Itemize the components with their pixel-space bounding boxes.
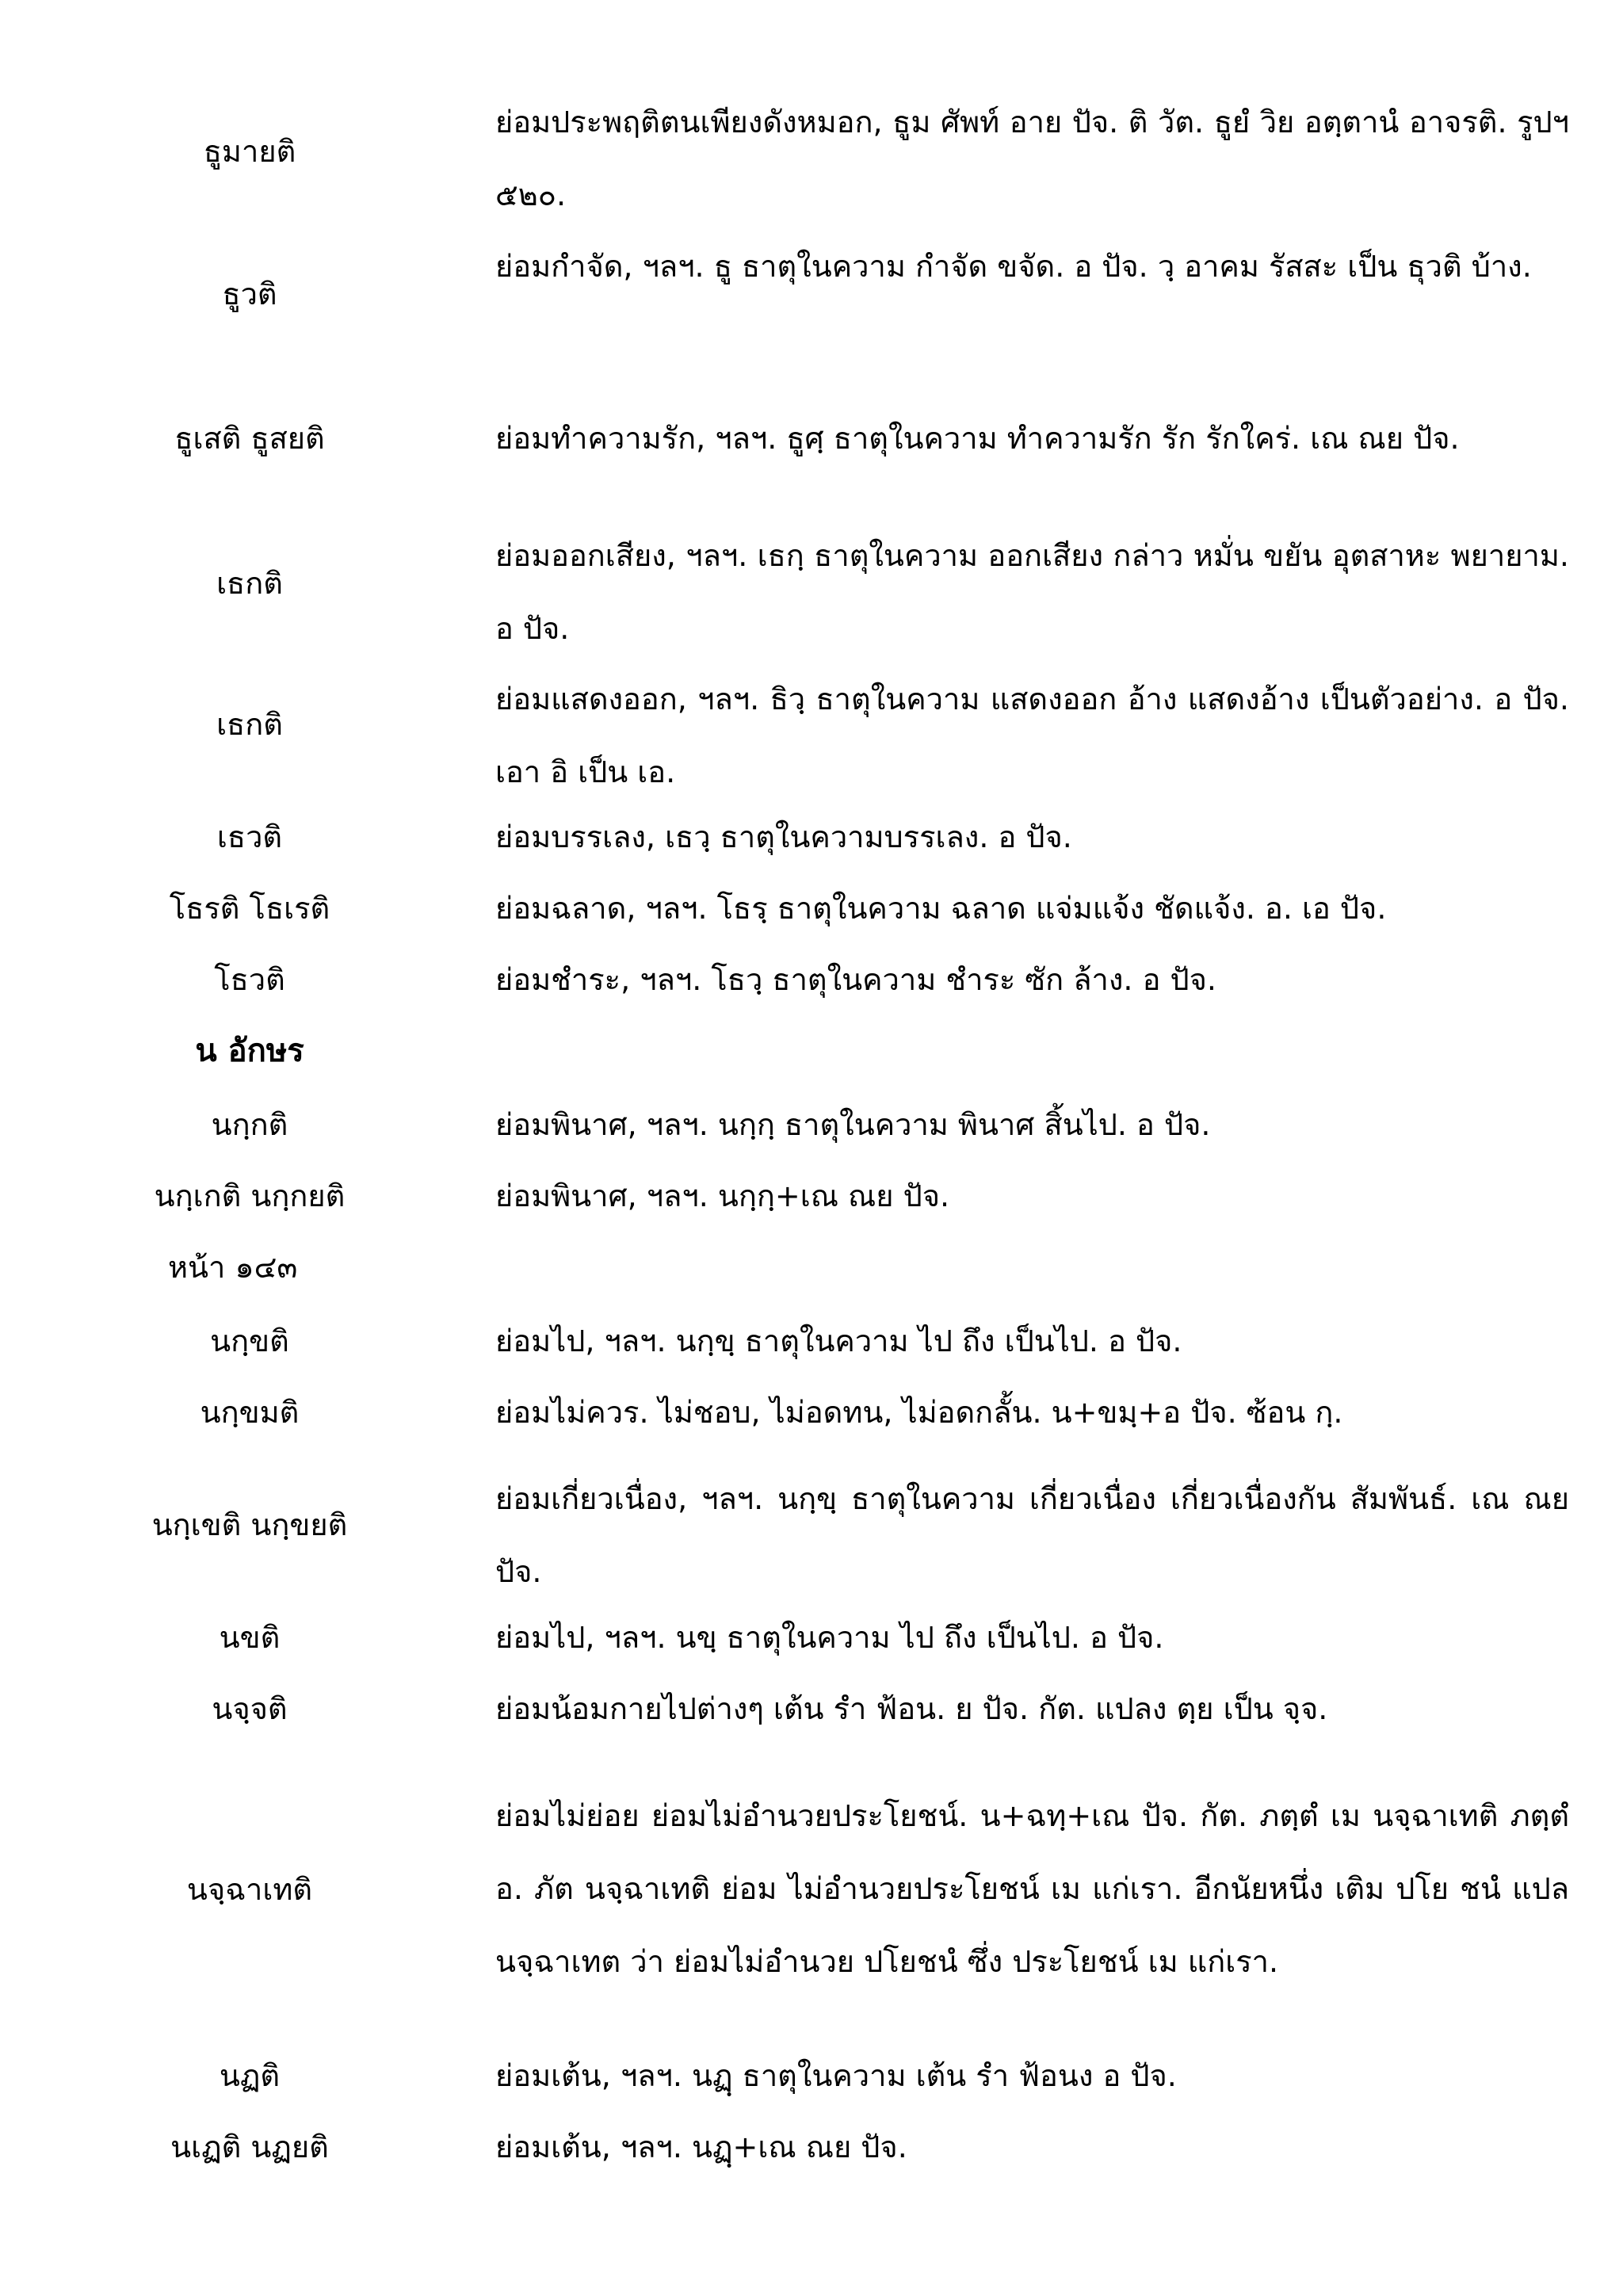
entry-definition: ย่อมไป, ฯลฯ. นกฺขฺ ธาตุในความ ไป ถึง เป็นไป. อ ปัจ. (495, 1324, 1182, 1358)
entry-term: นเฏติ นฏยติ (170, 2130, 329, 2164)
entry-definition: ย่อมเกี่ยวเนื่อง, ฯลฯ. นกฺขฺ ธาตุในความ เกี่ยวเนื่อง เกี่ยวเนื่องกัน สัมพันธ์. เณ ณย ปัจ. (495, 1481, 1569, 1589)
entry-term: เธกติ (216, 707, 283, 742)
entry-term: นกฺเกติ นกฺกยติ (154, 1179, 346, 1213)
section-heading: น อักษร (195, 1032, 304, 1069)
entry-term: นจฺฉาเทติ (186, 1872, 313, 1907)
entry-definition: ย่อมทำความรัก, ฯลฯ. ธูศฺ ธาตุในความ ทำความรัก รัก รักใคร่. เณ ณย ปัจ. (495, 421, 1460, 456)
entry-term: เธวติ (216, 819, 283, 854)
entry-term: นจฺจติ (212, 1691, 288, 1726)
entry-term: นกฺเขติ นกฺขยติ (151, 1507, 348, 1542)
entry-definition: ย่อมพินาศ, ฯลฯ. นกฺกฺ+เณ ณย ปัจ. (495, 1179, 950, 1213)
entry-term: นกฺกติ (211, 1107, 288, 1142)
entry-definition: ย่อมพินาศ, ฯลฯ. นกฺกฺ ธาตุในความ พินาศ สิ้นไป. อ ปัจ. (495, 1107, 1211, 1142)
entry-definition: ย่อมกำจัด, ฯลฯ. ธู ธาตุในความ กำจัด ขจัด. อ ปัจ. วฺ อาคม รัสสะ เป็น ธุวติ บ้าง. (495, 249, 1532, 284)
entry-term: โธรติ โธเรติ (169, 891, 330, 926)
entry-definition: ย่อมเต้น, ฯลฯ. นฏฺ ธาตุในความ เต้น รำ ฟ้อนง อ ปัจ. (495, 2058, 1177, 2093)
entry-definition: ย่อมประพฤติตนเพียงดังหมอก, ธูม ศัพท์ อาย ปัจ. ติ วัต. ธูยํ วิย อตฺตานํ อาจรติ. รูปฯ ๕๒๐. (495, 105, 1569, 212)
entry-term: ธูมายติ (203, 134, 296, 169)
entry-term: นขติ (219, 1620, 281, 1655)
entry-term: เธกติ (216, 566, 283, 601)
entry-definition: ย่อมชำระ, ฯลฯ. โธวฺ ธาตุในความ ชำระ ซัก ล้าง. อ ปัจ. (495, 962, 1216, 997)
entry-definition: ย่อมไป, ฯลฯ. นขฺ ธาตุในความ ไป ถึง เป็นไป. อ ปัจ. (495, 1620, 1164, 1655)
entry-term: ธูเสติ ธูสยติ (174, 421, 325, 456)
entry-term: นกฺขติ (210, 1324, 289, 1358)
entry-definition: ย่อมแสดงออก, ฯลฯ. ธิวฺ ธาตุในความ แสดงออก อ้าง แสดงอ้าง เป็นตัวอย่าง. อ ปัจ. เอา อิ เป็น เอ. (495, 682, 1569, 789)
entry-term: นกฺขมติ (200, 1395, 300, 1430)
entry-definition: ย่อมน้อมกายไปต่างๆ เต้น รำ ฟ้อน. ย ปัจ. กัต. แปลง ตฺย เป็น จฺจ. (495, 1691, 1328, 1726)
entry-definition: ย่อมเต้น, ฯลฯ. นฏฺ+เณ ณย ปัจ. (495, 2130, 907, 2164)
entry-term: ธูวติ (222, 277, 277, 311)
entry-definition: ย่อมไม่ควร. ไม่ชอบ, ไม่อดทน, ไม่อดกลั้น. น+ขมฺ+อ ปัจ. ซ้อน กฺ. (495, 1395, 1343, 1430)
page-reference: หน้า ๑๔๓ (168, 1250, 298, 1285)
entry-definition: ย่อมบรรเลง, เธวฺ ธาตุในความบรรเลง. อ ปัจ. (495, 819, 1072, 854)
entry-definition: ย่อมฉลาด, ฯลฯ. โธรฺ ธาตุในความ ฉลาด แจ่มแจ้ง ชัดแจ้ง. อ. เอ ปัจ. (495, 891, 1387, 926)
entry-term: นฏติ (219, 2058, 281, 2093)
entry-definition: ย่อมไม่ย่อย ย่อมไม่อำนวยประโยชน์. น+ฉทฺ+เณ ปัจ. กัต. ภตฺตํ เม นจฺฉาเทติ ภตฺตํ อ. ภัต นจฺฉาเทติ ย่อม ไม่อำนวยประโยชน์ เม แก่เรา. อีกนัยหนึ่ง เติม ปโย ชนํ แปล นจฺฉาเทต ว่า ย่อมไม่อำนวย ปโยชนํ ซึ่ง ประโยชน์ เม แก่เรา. (495, 1798, 1569, 1979)
entry-definition: ย่อมออกเสียง, ฯลฯ. เธกฺ ธาตุในความ ออกเสียง กล่าว หมั่น ขยัน อุตสาหะ พยายาม. อ ปัจ. (495, 538, 1569, 646)
entry-term: โธวติ (214, 962, 285, 997)
